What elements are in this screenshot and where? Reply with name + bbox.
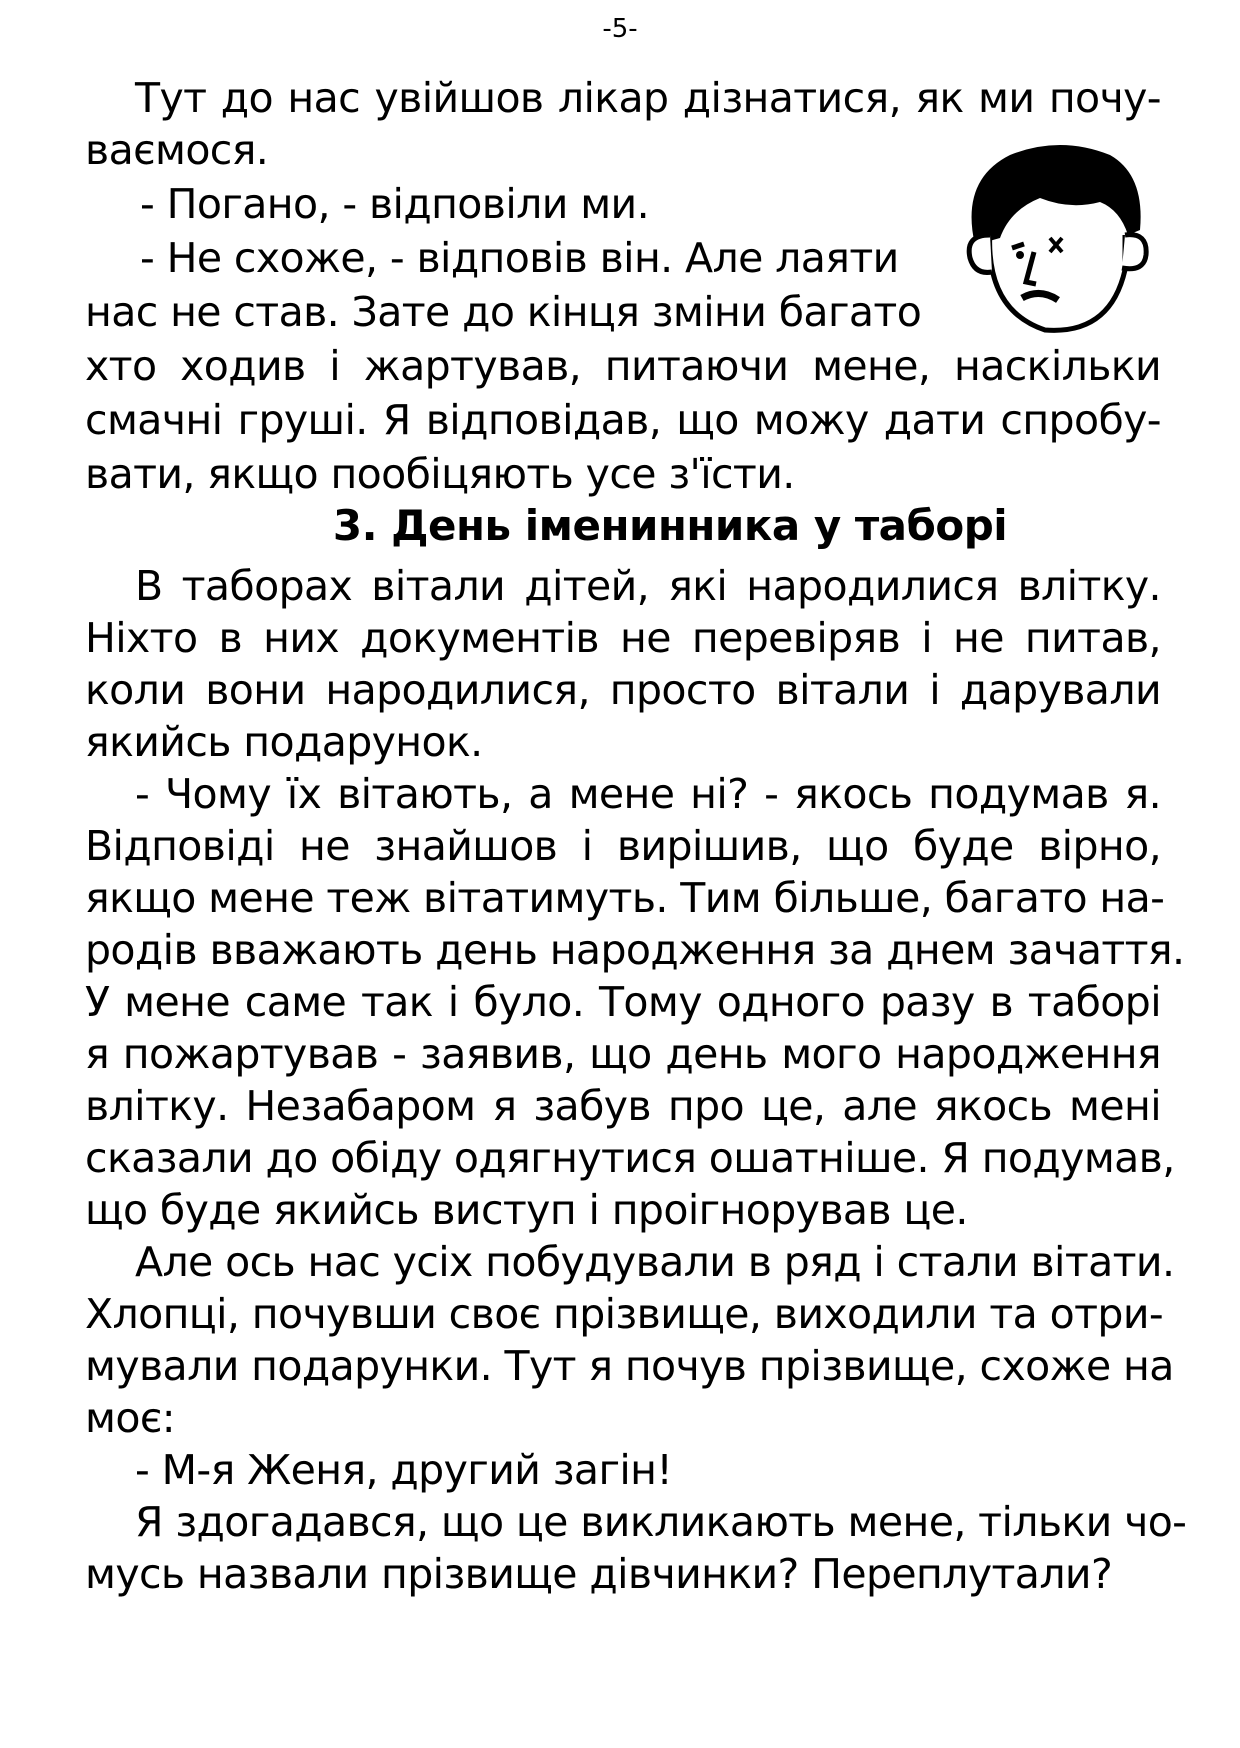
text-line: якийсь подарунок. — [85, 718, 483, 766]
text-line: Тут до нас увійшов лікар дізнатися, як ми почу- — [135, 74, 1161, 122]
text-line: В таборах вітали дітей, які народилися влітку. — [135, 562, 1161, 610]
text-line: влітку. Незабаром я забув про це, але якось мені — [85, 1082, 1161, 1130]
text-line: що буде якийсь виступ і проігнорував це. — [85, 1186, 968, 1234]
text-line: Хлопці, почувши своє прізвище, виходили та отри- — [85, 1290, 1164, 1338]
text-line: У мене саме так і було. Тому одного разу в таборі — [85, 978, 1161, 1026]
text-line: якщо мене теж вітатимуть. Тим більше, багато на- — [85, 874, 1165, 922]
text-line: родів вважають день народження за днем зачаття. — [85, 926, 1185, 974]
text-line: - Погано, - відповіли ми. — [140, 180, 650, 228]
text-line: нас не став. Зате до кінця зміни багато — [85, 288, 922, 336]
text-line: сказали до обіду одягнутися ошатніше. Я подумав, — [85, 1134, 1175, 1182]
text-line: ваємося. — [85, 126, 269, 174]
section-heading: 3. День іменинника у таборі — [332, 501, 1008, 550]
text-line: мували подарунки. Тут я почув прізвище, схоже на — [85, 1342, 1174, 1390]
text-line: Я здогадався, що це викликають мене, тільки чо- — [135, 1498, 1187, 1546]
text-line: моє: — [85, 1394, 175, 1442]
text-line: я пожартував - заявив, що день мого народження — [85, 1030, 1161, 1078]
text-line: Але ось нас усіх побудували в ряд і стали вітати. — [135, 1238, 1175, 1286]
page-number: -5- — [602, 14, 638, 44]
text-line: мусь назвали прізвище дівчинки? Переплутали? — [85, 1550, 1113, 1598]
text-line: - Чому їх вітають, а мене ні? - якось подумав я. — [135, 770, 1161, 818]
text-line: вати, якщо пообіцяють усе з'їсти. — [85, 450, 795, 498]
dizzy-boy-face-icon — [950, 140, 1155, 340]
text-line: Відповіді не знайшов і вирішив, що буде вірно, — [85, 822, 1161, 870]
text-line: - М-я Женя, другий загін! — [135, 1446, 673, 1494]
text-line: коли вони народилися, просто вітали і дарували — [85, 666, 1161, 714]
text-line: хто ходив і жартував, питаючи мене, наскільки — [85, 342, 1161, 390]
text-line: смачні груші. Я відповідав, що можу дати спробу- — [85, 396, 1161, 444]
text-line: Ніхто в них документів не перевіряв і не питав, — [85, 614, 1161, 662]
text-line: - Не схоже, - відповів він. Але лаяти — [140, 234, 899, 282]
